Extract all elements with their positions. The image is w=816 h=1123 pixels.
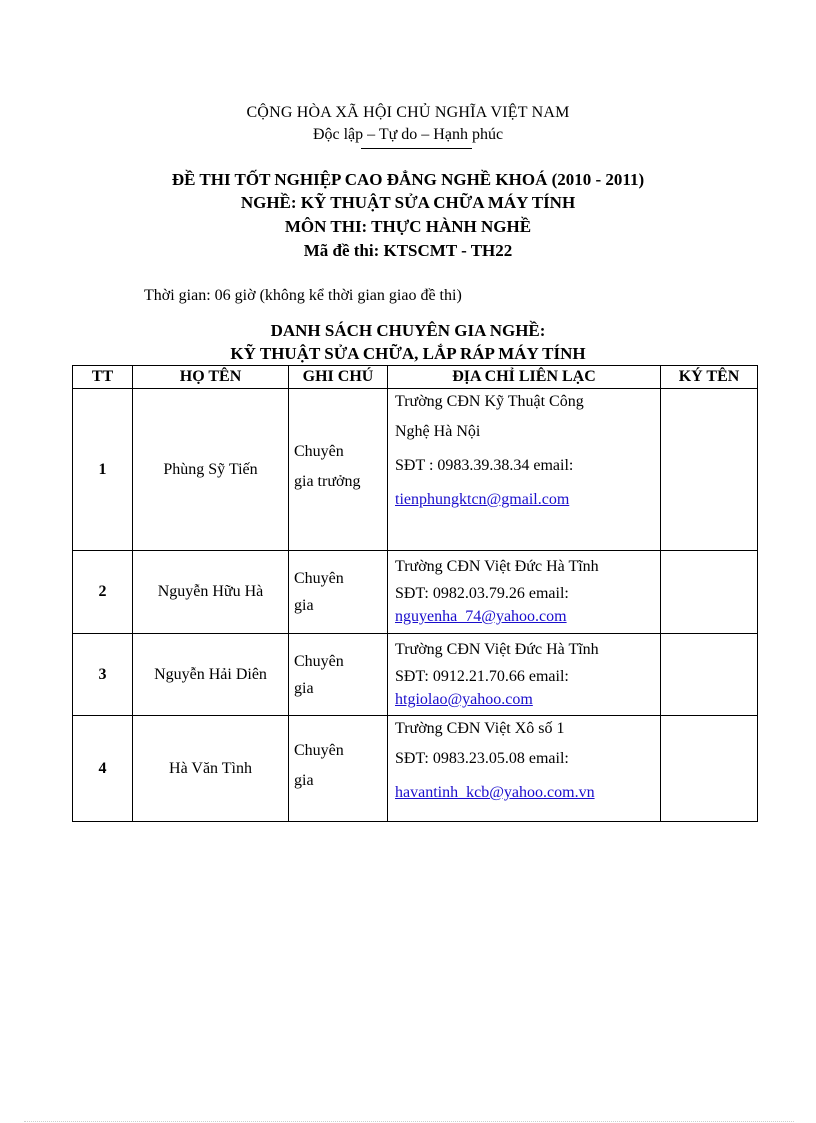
contact-line: SĐT: 0983.23.05.08 email: — [395, 750, 569, 767]
note-line: gia — [294, 597, 314, 614]
contact-line: SĐT: 0982.03.79.26 email: — [395, 585, 569, 602]
note-line: gia — [294, 771, 314, 789]
note-line: Chuyên — [294, 652, 344, 670]
contact-line: Trường CĐN Việt Đức Hà Tĩnh — [395, 558, 599, 575]
row-number: 1 — [73, 389, 133, 551]
contact-line: Trường CĐN Việt Đức Hà Tĩnh — [395, 641, 599, 658]
motto-underline — [361, 148, 472, 149]
column-header-contact: ĐỊA CHỈ LIÊN LẠC — [388, 366, 661, 389]
row-number: 2 — [73, 551, 133, 634]
list-subtitle: KỸ THUẬT SỬA CHỮA, LẮP RÁP MÁY TÍNH — [230, 344, 586, 363]
column-header-sign: KÝ TÊN — [661, 366, 758, 389]
exam-subject: MÔN THI: THỰC HÀNH NGHỀ — [284, 217, 532, 236]
signature-cell — [661, 389, 758, 551]
note-line: gia — [294, 679, 314, 697]
table-row — [73, 634, 758, 716]
email-line — [395, 483, 660, 517]
email-link[interactable]: nguyenha_74@yahoo.com — [395, 608, 567, 625]
expert-contact — [388, 716, 661, 822]
table-row — [73, 716, 758, 822]
table-row — [73, 389, 758, 551]
national-title: CỘNG HÒA XÃ HỘI CHỦ NGHĨA VIỆT NAM — [246, 104, 570, 121]
exam-trade: NGHỀ: KỸ THUẬT SỬA CHỮA MÁY TÍNH — [240, 193, 576, 212]
row-number: 3 — [73, 634, 133, 716]
email-link[interactable]: htgiolao@yahoo.com — [395, 691, 533, 708]
exam-title: ĐỀ THI TỐT NGHIỆP CAO ĐẲNG NGHỀ KHOÁ (2010 - 2011) — [171, 170, 645, 189]
expert-name: Phùng Sỹ Tiến — [133, 389, 289, 551]
column-header-tt: TT — [73, 366, 133, 389]
email-link[interactable]: tienphungktcn@gmail.com — [395, 491, 570, 508]
expert-note — [289, 551, 388, 634]
expert-contact — [388, 634, 661, 716]
email-link[interactable]: havantinh_kcb@yahoo.com.vn — [395, 784, 595, 801]
expert-note — [289, 634, 388, 716]
national-motto: Độc lập – Tự do – Hạnh phúc — [312, 126, 504, 143]
expert-contact — [388, 389, 661, 551]
note-line: Chuyên — [294, 442, 344, 460]
column-header-note: GHI CHÚ — [289, 366, 388, 389]
row-number: 4 — [73, 716, 133, 822]
page-bottom-rule — [24, 1121, 794, 1122]
list-title: DANH SÁCH CHUYÊN GIA NGHỀ: — [270, 321, 546, 340]
contact-line: Nghệ Hà Nội — [395, 423, 481, 440]
experts-table — [72, 365, 758, 822]
note-line: Chuyên — [294, 570, 344, 587]
email-line — [395, 690, 660, 710]
table-row — [73, 551, 758, 634]
email-line — [395, 607, 660, 627]
exam-code: Mã đề thi: KTSCMT - TH22 — [303, 241, 513, 260]
note-line: Chuyên — [294, 741, 344, 759]
exam-duration: Thời gian: 06 giờ (không kể thời gian giao đề thi) — [144, 287, 462, 304]
email-line — [395, 776, 660, 810]
expert-contact — [388, 551, 661, 634]
contact-line: Trường CĐN Việt Xô số 1 — [395, 720, 565, 737]
expert-note — [289, 716, 388, 822]
column-header-name: HỌ TÊN — [133, 366, 289, 389]
contact-line: SĐT: 0912.21.70.66 email: — [395, 668, 569, 685]
contact-line: SĐT : 0983.39.38.34 email: — [395, 457, 574, 474]
signature-cell — [661, 634, 758, 716]
contact-line: Trường CĐN Kỹ Thuật Công — [395, 393, 584, 410]
table-header-row — [73, 366, 758, 389]
signature-cell — [661, 551, 758, 634]
note-line: gia trưởng — [294, 472, 361, 490]
signature-cell — [661, 716, 758, 822]
expert-name: Nguyễn Hải Diên — [133, 634, 289, 716]
expert-name: Hà Văn Tình — [133, 716, 289, 822]
expert-name: Nguyễn Hữu Hà — [133, 551, 289, 634]
expert-note — [289, 389, 388, 551]
